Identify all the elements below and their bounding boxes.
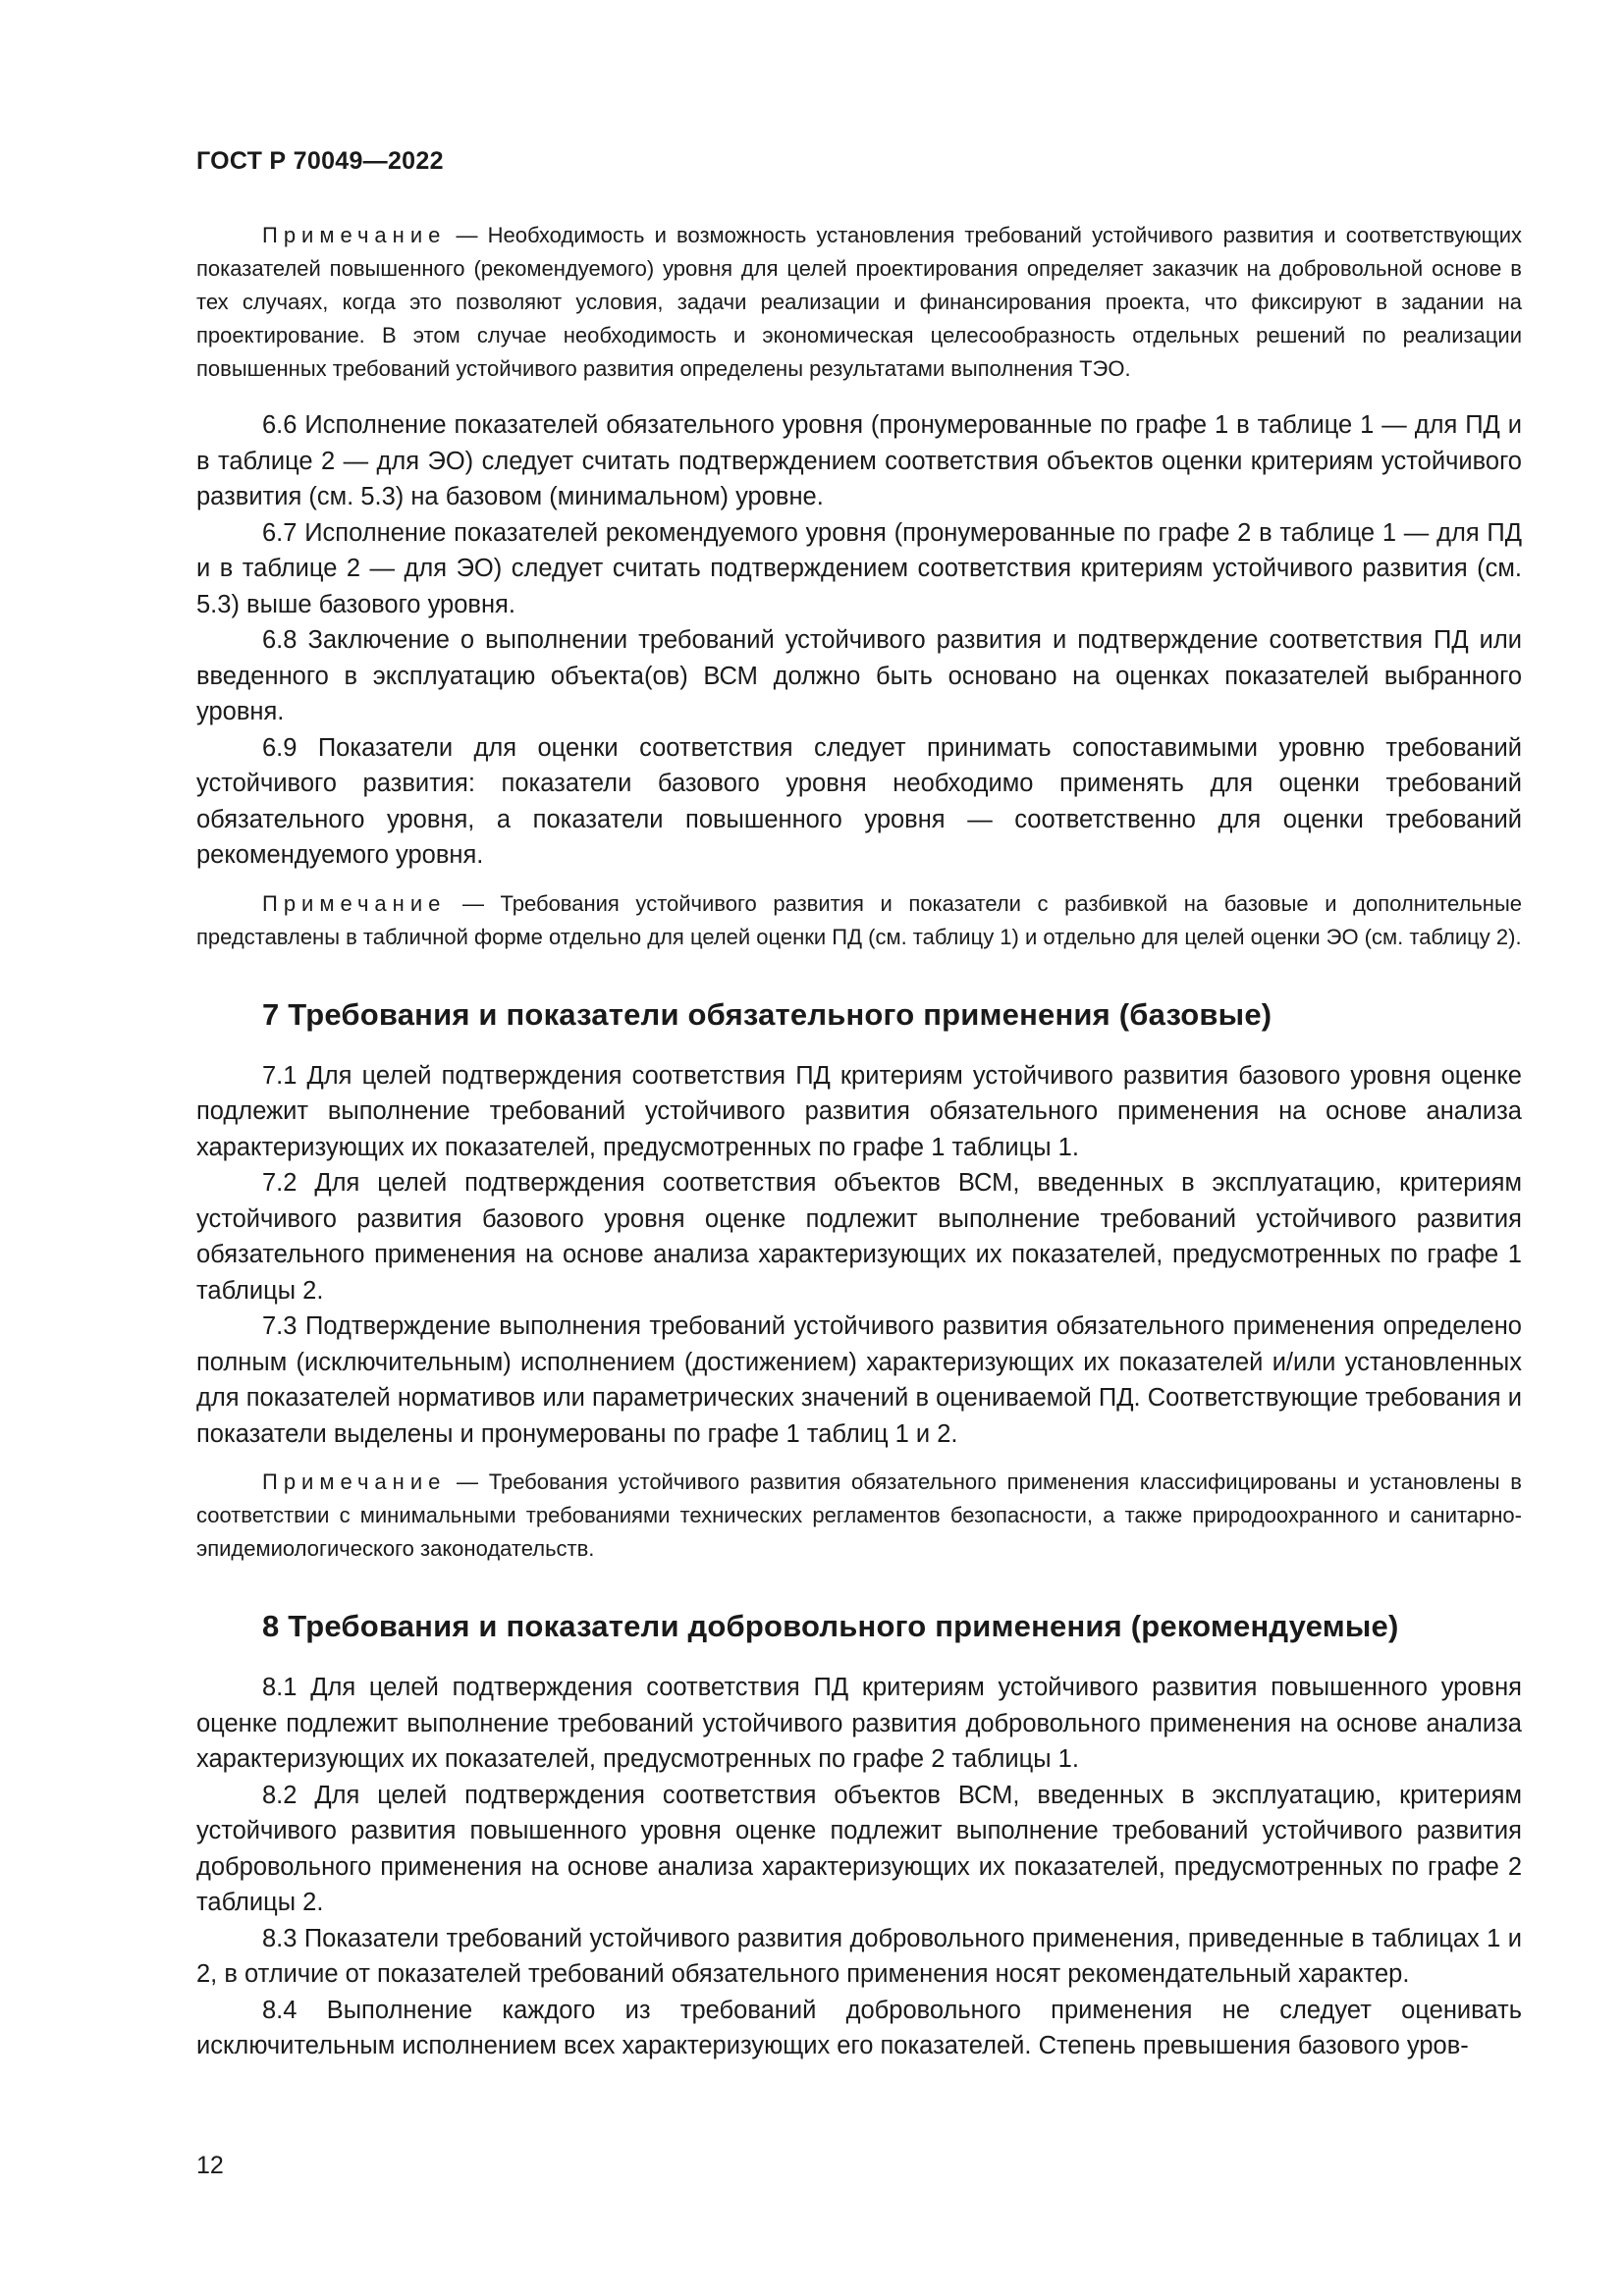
clause-7-3: 7.3 Подтверждение выполнения требований устойчивого развития обязательного применения определено полным (исключительным) исполнением (достижением) характеризующих их показателей и/или установленных для показателей нормативов или параметрических значений в оцениваемой ПД. Соответствующие требования и показатели выделены и пронумерованы по графе 1 таблиц 1 и 2. [196, 1312, 1522, 1448]
clause-6-9: 6.9 Показатели для оценки соответствия следует принимать сопоставимыми уровню требований устойчивого развития: показатели базового уровня необходимо применять для оценки требований обязательного уровня, а показатели повышенного уровня — соответственно для оценки требований рекомендуемого уровня. [196, 733, 1522, 869]
note-text: — Требования устойчивого развития и показатели с разбивкой на базовые и дополнительные представлены в табличной форме отдельно для целей оценки ПД (см. таблицу 1) и отдельно для целей оценки ЭО (см. таблицу 2). [196, 890, 1522, 949]
note-label: Примечание [262, 890, 447, 916]
note-text: — Требования устойчивого развития обязательного применения классифицированы и установлены в соответствии с минимальными требованиями технических регламентов безопасности, а также природоохранного и санитарно-эпидемиологического законодательств. [196, 1469, 1522, 1561]
clause-8-1: 8.1 Для целей подтверждения соответствия ПД критериям устойчивого развития повышенного уровня оценке подлежит выполнение требований устойчивого развития добровольного применения на основе анализа характеризующих их показателей, предусмотренных по графе 2 таблицы 1. [196, 1674, 1522, 1773]
clause-8-3: 8.3 Показатели требований устойчивого развития добровольного применения, приведенные в таблицах 1 и 2, в отличие от показателей требований обязательного применения носят рекомендательный характер. [196, 1924, 1522, 1988]
clause-7-1: 7.1 Для целей подтверждения соответствия ПД критериям устойчивого развития базового уровня оценке подлежит выполнение требований устойчивого развития обязательного применения на основе анализа характеризующих их показателей, предусмотренных по графе 1 таблицы 1. [196, 1061, 1522, 1161]
section-8-heading: 8 Требования и показатели добровольного применения (рекомендуемые) [262, 1609, 1399, 1643]
document-header: ГОСТ Р 70049—2022 [196, 147, 444, 175]
clause-7-2: 7.2 Для целей подтверждения соответствия объектов ВСМ, введенных в эксплуатацию, критериям устойчивого развития базового уровня оценке подлежит выполнение требований устойчивого развития обязательного применения на основе анализа характеризующих их показателей, предусмотренных по графе 1 таблицы 2. [196, 1169, 1522, 1305]
clause-6-6: 6.6 Исполнение показателей обязательного уровня (пронумерованные по графе 1 в таблице 1 — для ПД и в таблице 2 — для ЭО) следует считать подтверждением соответствия объектов оценки критериям устойчивого развития (см. 5.3) на базовом (минимальном) уровне. [196, 411, 1522, 510]
clause-8-4: 8.4 Выполнение каждого из требований добровольного применения не следует оценивать исключительным исполнением всех характеризующих его показателей. Степень превышения базового уров- [196, 1996, 1522, 2059]
note-label: Примечание [262, 223, 447, 247]
note-label: Примечание [262, 1469, 447, 1494]
spacer [196, 1452, 1522, 1466]
note-paragraph [196, 1466, 1522, 1566]
clause-8-2: 8.2 Для целей подтверждения соответствия объектов ВСМ, введенных в эксплуатацию, критериям устойчивого развития повышенного уровня оценке подлежит выполнение требований устойчивого развития добровольного применения на основе анализа характеризующих их показателей, предусмотренных по графе 2 таблицы 2. [196, 1781, 1522, 1916]
note-paragraph [196, 887, 1522, 954]
note-paragraph [196, 219, 1522, 386]
page-number: 12 [196, 2152, 224, 2179]
note-text: — Необходимость и возможность установления требований устойчивого развития и соответствующих показателей повышенного (рекомендуемого) уровня для целей проектирования определяет заказчик на добровольной основе в тех случаях, когда это позволяют условия, задачи реализации и финансирования проекта, что фиксируют в задании на проектирование. В этом случае необходимость и экономическая целесообразность отдельных решений по реализации повышенных требований устойчивого развития определены результатами выполнения ТЭО. [196, 223, 1522, 381]
clause-6-8: 6.8 Заключение о выполнении требований устойчивого развития и подтверждение соответствия ПД или введенного в эксплуатацию объекта(ов) ВСМ должно быть основано на оценках показателей выбранного уровня. [196, 626, 1522, 725]
spacer [196, 874, 1522, 887]
section-7-heading: 7 Требования и показатели обязательного применения (базовые) [262, 996, 1272, 1032]
clause-6-7: 6.7 Исполнение показателей рекомендуемого уровня (пронумерованные по графе 2 в таблице 1 — для ПД и в таблице 2 — для ЭО) следует считать подтверждением соответствия критериям устойчивого развития (см. 5.3) выше базового уровня. [196, 518, 1522, 618]
